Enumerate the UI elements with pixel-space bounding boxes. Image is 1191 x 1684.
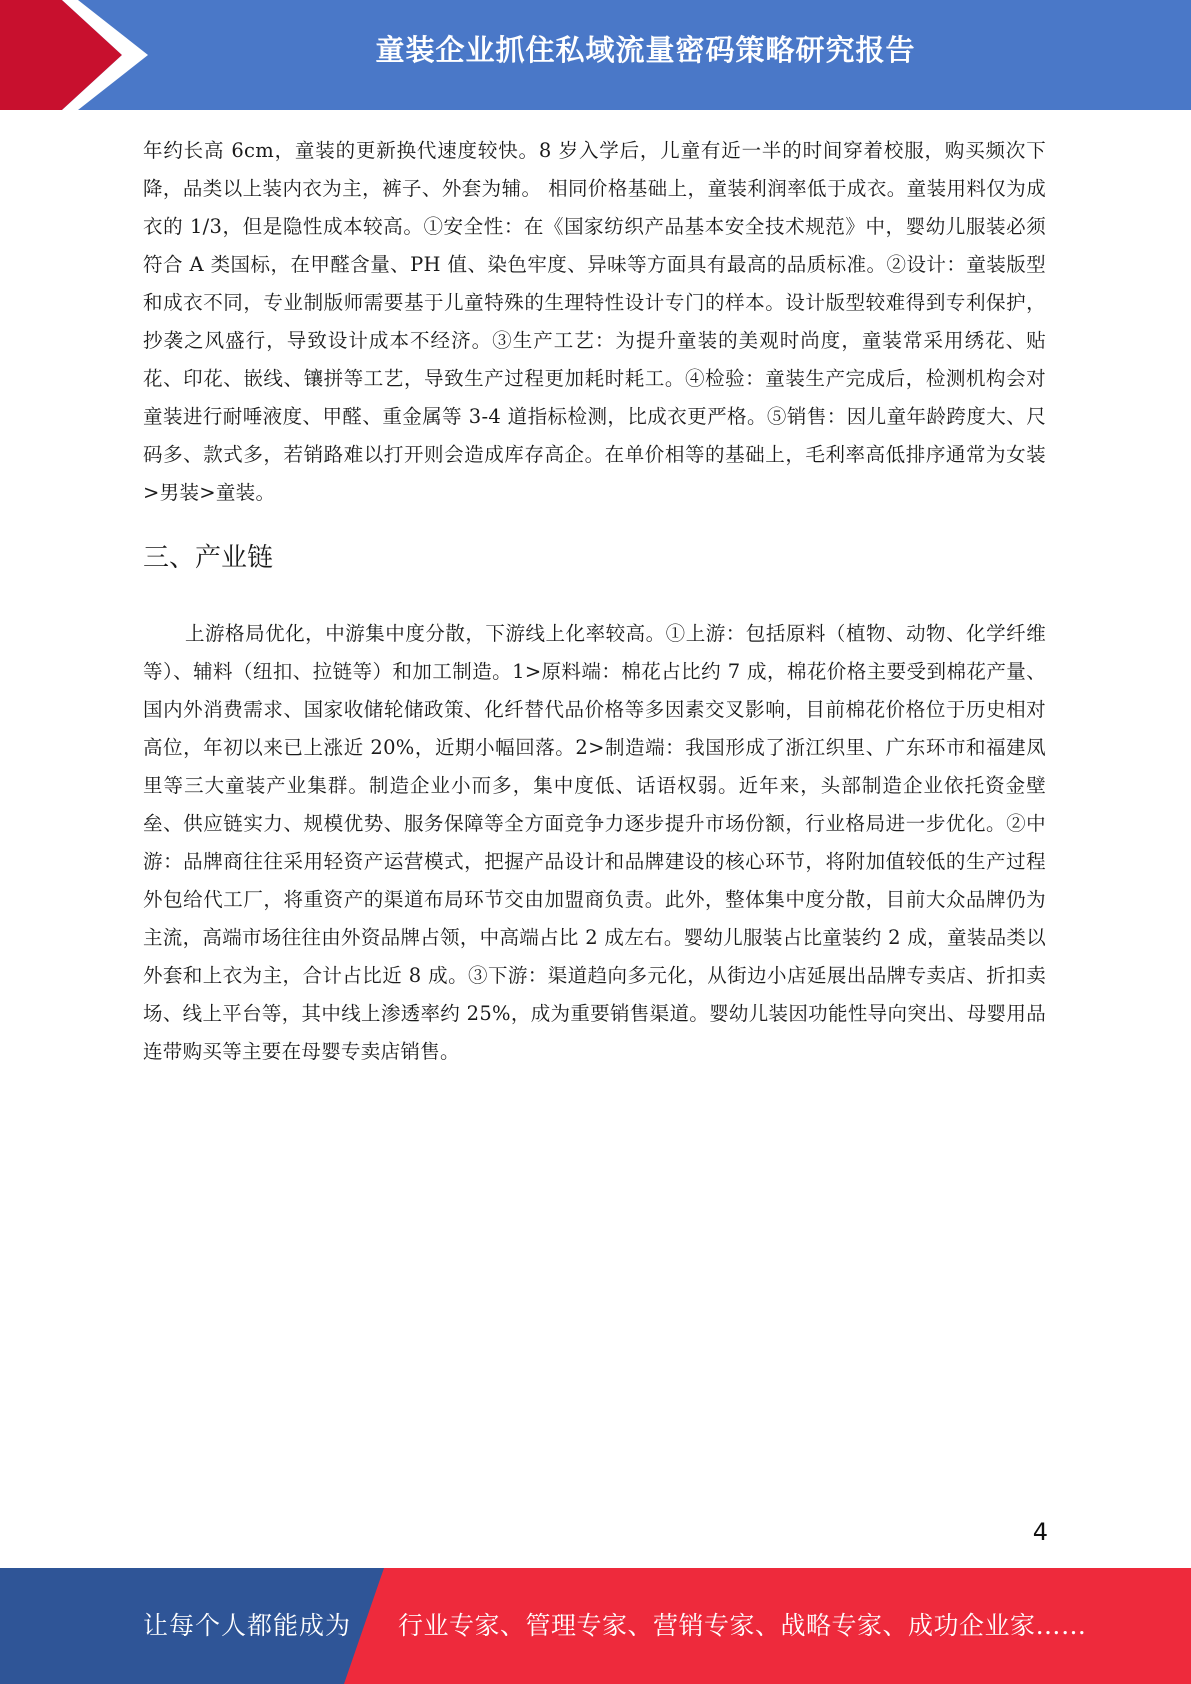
section-heading: 三、产业链 bbox=[143, 543, 274, 573]
report-title: 童装企业抓住私域流量密码策略研究报告 bbox=[375, 33, 916, 67]
footer-slogan-left: 让每个人都能成为 bbox=[143, 1611, 352, 1640]
body-paragraph-industry-chain: 上游格局优化，中游集中度分散，下游线上化率较高。①上游：包括原料（植物、动物、化学纤维等）、辅料（纽扣、拉链等）和加工制造。1>原料端：棉花占比约 7 成，棉花价格主要受到棉花产量、国内外消费需求、国家收储轮储政策、化纤替代品价格等多因素交叉影响，目前棉花价格位于历史相对高位，年初以来已上涨近 20%，近期小幅回落。2>制造端：我国形成了浙江织里、广东环市和福建凤里等三大童装产业集群。制造企业小而多，集中度低、话语权弱。近年来，头部制造企业依托资金壁垒、供应链实力、规模优势、服务保障等全方面竞争力逐步提升市场份额，行业格局进一步优化。②中游：品牌商往往采用轻资产运营模式，把握产品设计和品牌建设的核心环节，将附加值较低的生产过程外包给代工厂，将重资产的渠道布局环节交由加盟商负责。此外，整体集中度分散，目前大众品牌仍为主流，高端市场往往由外资品牌占领，中高端占比 2 成左右。婴幼儿服装占比童装约 2 成，童装品类以外套和上衣为主，合计占比近 8 成。③下游：渠道趋向多元化，从街边小店延展出品牌专卖店、折扣卖场、线上平台等，其中线上渗透率约 25%，成为重要销售渠道。婴幼儿装因功能性导向突出、母婴用品连带购买等主要在母婴专卖店销售。 bbox=[143, 622, 1046, 1063]
header-arrow-decoration bbox=[0, 0, 160, 110]
page-header bbox=[0, 0, 1191, 110]
page-number: 4 bbox=[1032, 1518, 1048, 1546]
page-content bbox=[143, 132, 1046, 1071]
page-footer bbox=[0, 1568, 1191, 1684]
footer-slogan-right: 行业专家、管理专家、营销专家、战略专家、成功企业家…… bbox=[398, 1611, 1087, 1640]
body-paragraph-continued: 年约长高 6cm，童装的更新换代速度较快。8 岁入学后，儿童有近一半的时间穿着校服，购买频次下降，品类以上装内衣为主，裤子、外套为辅。 相同价格基础上，童装利润率低于成衣。童装用料仅为成衣的 1/3，但是隐性成本较高。①安全性：在《国家纺织产品基本安全技术规范》中，婴幼儿服装必须符合 A 类国标，在甲醛含量、PH 值、染色牢度、异味等方面具有最高的品质标准。②设计：童装版型和成衣不同，专业制版师需要基于儿童特殊的生理特性设计专门的样本。设计版型较难得到专利保护，抄袭之风盛行，导致设计成本不经济。③生产工艺：为提升童装的美观时尚度，童装常采用绣花、贴花、印花、嵌线、镶拼等工艺，导致生产过程更加耗时耗工。④检验：童装生产完成后，检测机构会对童装进行耐唾液度、甲醛、重金属等 3-4 道指标检测，比成衣更严格。⑤销售：因儿童年龄跨度大、尺码多、款式多，若销路难以打开则会造成库存高企。在单价相等的基础上，毛利率高低排序通常为女装>男装>童装。 bbox=[143, 139, 1046, 504]
red-arrow-shape bbox=[0, 0, 122, 110]
